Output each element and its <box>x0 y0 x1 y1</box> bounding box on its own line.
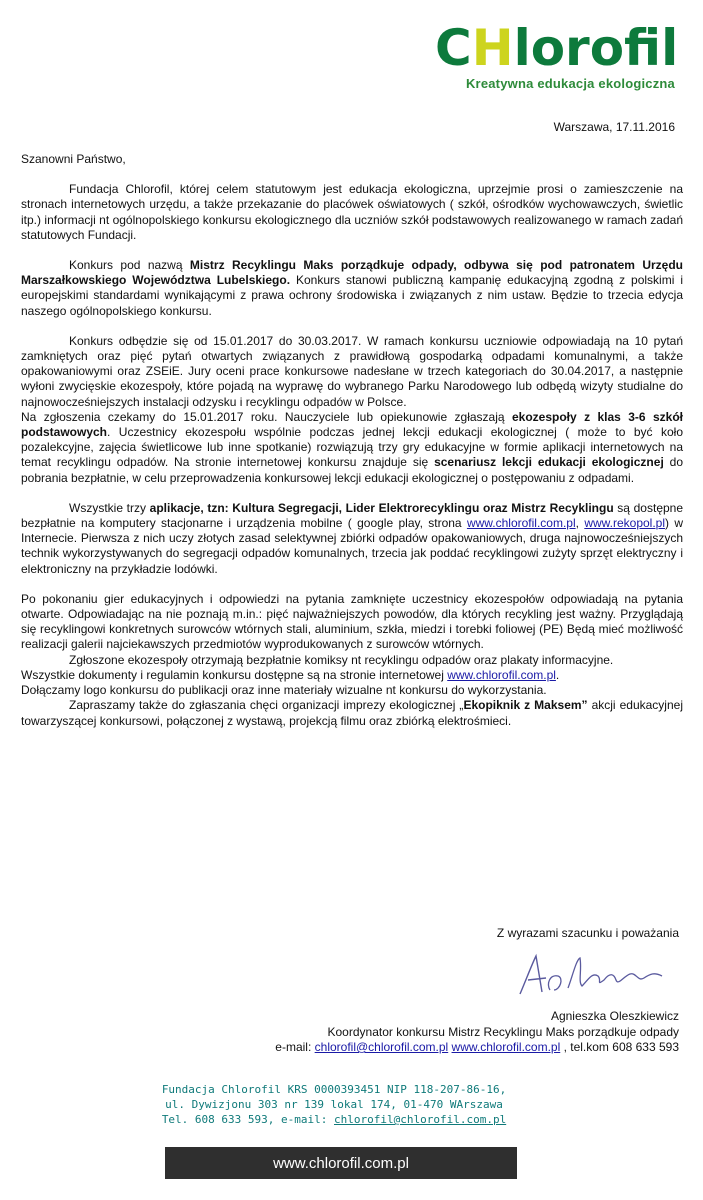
paragraph-5 <box>21 501 683 577</box>
salutation: Szanowni Państwo, <box>21 152 126 166</box>
letter-date: Warszawa, 17.11.2016 <box>553 120 675 134</box>
website-banner <box>165 1147 517 1179</box>
signer-site-link[interactable]: www.chlorofil.com.pl <box>451 1040 561 1054</box>
paragraph-10-bold: Ekopiknik z Maksem” <box>463 698 588 713</box>
paragraph-2-text-c: Konkurs stanowi publiczną kampanię edukacyjną zgodną z polskimi i europejskimi standardami wynikającymi z prawa ochrony środowiska i związanych z nim ustaw. Będzie to trzecia edycja naszego ogólnopolskiego konkursu. <box>21 273 683 318</box>
paragraph-2 <box>21 258 683 319</box>
paragraph-6: Po pokonaniu gier edukacyjnych i odpowiedzi na pytania zamknięte uczestnicy ekozespołów odpowiadają na pytania otwarte. Odpowiadając na nie poznają m.in.: pięć najważniejszych powodów, dla których recykling jest ważny. Przyglądają się recyklingowi konkretnych surowców wtórnych stali, aluminium, szkła, miedzi i torebki foliowej (PE) Będą mieć możliwość realizacji galerii najciekawszych przedmiotów wyprodukowanych z surowców wtórnych. <box>21 591 683 652</box>
footer-line-3 <box>149 1112 519 1127</box>
paragraph-5-text-a: Wszystkie trzy <box>69 500 150 515</box>
closing-line: Z wyrazami szacunku i poważania <box>496 926 679 940</box>
paragraph-10 <box>21 698 683 728</box>
handwritten-signature <box>512 950 672 1002</box>
paragraph-2-text-a: Konkurs pod nazwą <box>69 258 190 273</box>
paragraph-10-text-a: Zapraszamy także do zgłaszania chęci organizacji imprezy ekologicznej „ <box>69 698 464 713</box>
footer-email-link[interactable]: chlorofil@chlorofil.com.pl <box>334 1113 507 1126</box>
logo-tagline: Kreatywna edukacja ekologiczna <box>465 76 675 91</box>
paragraph-4-text-c: . Uczestnicy ekozespołu wspólnie podczas jednej lekcji edukacji ekologicznej ( może to być koło pozalekcyjne, zajęcia świetlicowe lub inne spotkanie) rozwiązują trzy gry edukacyjne w formie aplikacji internetowych na temat recyklingu odpadów. Na stronie internetowej konkursu znajduje się <box>21 425 683 470</box>
signer-block <box>275 1009 679 1056</box>
chlorofil-link[interactable]: www.chlorofil.com.pl <box>466 516 576 531</box>
paragraph-4-text-a: Na zgłoszenia czekamy do 15.01.2017 roku. Nauczyciele lub opiekunowie zgłaszają <box>21 409 512 424</box>
paragraph-4-bold-1: ekozespoły z klas 3-6 szkół podstawowych <box>21 409 683 440</box>
paragraph-9: Dołączamy logo konkursu do publikacji oraz inne materiały wizualne nt konkursu do wykorzystania. <box>21 683 547 698</box>
paragraph-5-bold: aplikacje, tzn: Kultura Segregacji, Lider Elektrorecyklingu oraz Mistrz Recyklingu <box>149 500 614 515</box>
paragraph-4-bold-2: scenariusz lekcji edukacji ekologicznej <box>434 455 664 470</box>
contact-prefix: e-mail: <box>275 1040 315 1054</box>
documents-link[interactable]: www.chlorofil.com.pl <box>447 667 556 682</box>
paragraph-5-text-e: ) w Internecie. Pierwsza z nich uczy złotych zasad selektywnej zbiórki odpadów opakowaniowych, druga najnowocześniejszych technik wykorzystywanych do segregacji odpadów komunalnych, trzecia jak poddać recyklingowi zużyty sprzęt elektryczny i elektroniczny na przykładzie lodówki. <box>21 516 684 576</box>
paragraph-8 <box>21 668 683 683</box>
logo-letter-h: H <box>471 19 514 77</box>
footer-line-3-prefix: Tel. 608 633 593, e-mail: <box>161 1113 334 1126</box>
paragraph-3: Konkurs odbędzie się od 15.01.2017 do 30.03.2017. W ramach konkursu uczniowie odpowiadają na 10 pytań zamkniętych oraz pięć pytań otwartych związanych z prawidłową gospodarką odpadami komunalnymi, a także opakowaniowymi oraz ZSEiE. Jury oceni prace konkursowe nadesłane w trzech kategoriach do 30.04.2017, a następnie wyłoni zwycięskie ekozespoły, które pojadą na wyprawę do wybranego Parku Narodowego lub odbędą wizyty studialne do najnowocześniejszych instalacji odzysku i recyklingu odpadów w Polsce. <box>21 333 683 409</box>
signer-contact <box>275 1040 679 1056</box>
paragraph-1: Fundacja Chlorofil, której celem statutowym jest edukacja ekologiczna, uprzejmie prosi o zamieszczenie na stronach internetowych urzędu, a także przekazanie do placówek oświatowych ( szkół, ośrodków wychowawczych, świetlic itp.) informacji nt ogólnopolskiego konkursu ekologicznego dla uczniów szkół podstawowych realizowanego w ramach zadań statutowych Fundacji. <box>21 182 683 242</box>
signer-email-link[interactable]: chlorofil@chlorofil.com.pl <box>314 1040 449 1054</box>
paragraph-10-text-c: akcji edukacyjnej towarzyszącej konkursowi, połączonej z wystawą, projekcją filmu oraz zbiórką elektrośmieci. <box>21 698 683 728</box>
paragraph-4 <box>21 410 683 486</box>
footer-line-1: Fundacja Chlorofil KRS 0000393451 NIP 118-207-86-16, <box>161 1083 507 1096</box>
paragraph-2-bold: Mistrz Recyklingu Maks porządkuje odpady, odbywa się pod patronatem Urzędu Marszałkowskiego Województwa Lubelskiego. <box>21 258 684 288</box>
logo-letter-c: C <box>435 19 472 77</box>
signer-name: Agnieszka Oleszkiewicz <box>550 1009 679 1023</box>
foundation-footer <box>149 1082 519 1127</box>
letter-body <box>21 152 683 729</box>
logo-wordmark <box>435 19 679 77</box>
website-banner-text: www.chlorofil.com.pl <box>273 1154 409 1172</box>
paragraph-5-sep: , <box>575 516 585 531</box>
paragraph-4-text-e: do pobrania bezpłatnie, w celu przeprowadzenia konkursowej lekcji edukacji ekologicznej o postępowaniu z odpadami. <box>21 455 684 485</box>
paragraph-5-text-c: są dostępne bezpłatnie na komputery stacjonarne i urządzenia mobilne ( google play, strona <box>21 500 684 531</box>
paragraph-8-end: . <box>555 667 560 682</box>
logo-letters-rest: lorofil <box>513 19 679 77</box>
signer-role: Koordynator konkursu Mistrz Recyklingu Maks porządkuje odpady <box>327 1024 679 1039</box>
rekopol-link[interactable]: www.rekopol.pl <box>584 516 666 531</box>
signer-phone: , tel.kom 608 633 593 <box>560 1040 679 1054</box>
footer-line-2: ul. Dywizjonu 303 nr 139 lokal 174, 01-470 WArszawa <box>165 1098 503 1111</box>
paragraph-8-text: Wszystkie dokumenty i regulamin konkursu dostępne są na stronie internetowej <box>21 667 448 682</box>
paragraph-7: Zgłoszone ekozespoły otrzymają bezpłatnie komiksy nt recyklingu odpadów oraz plakaty informacyjne. <box>69 652 614 667</box>
chlorofil-logo <box>435 19 679 91</box>
